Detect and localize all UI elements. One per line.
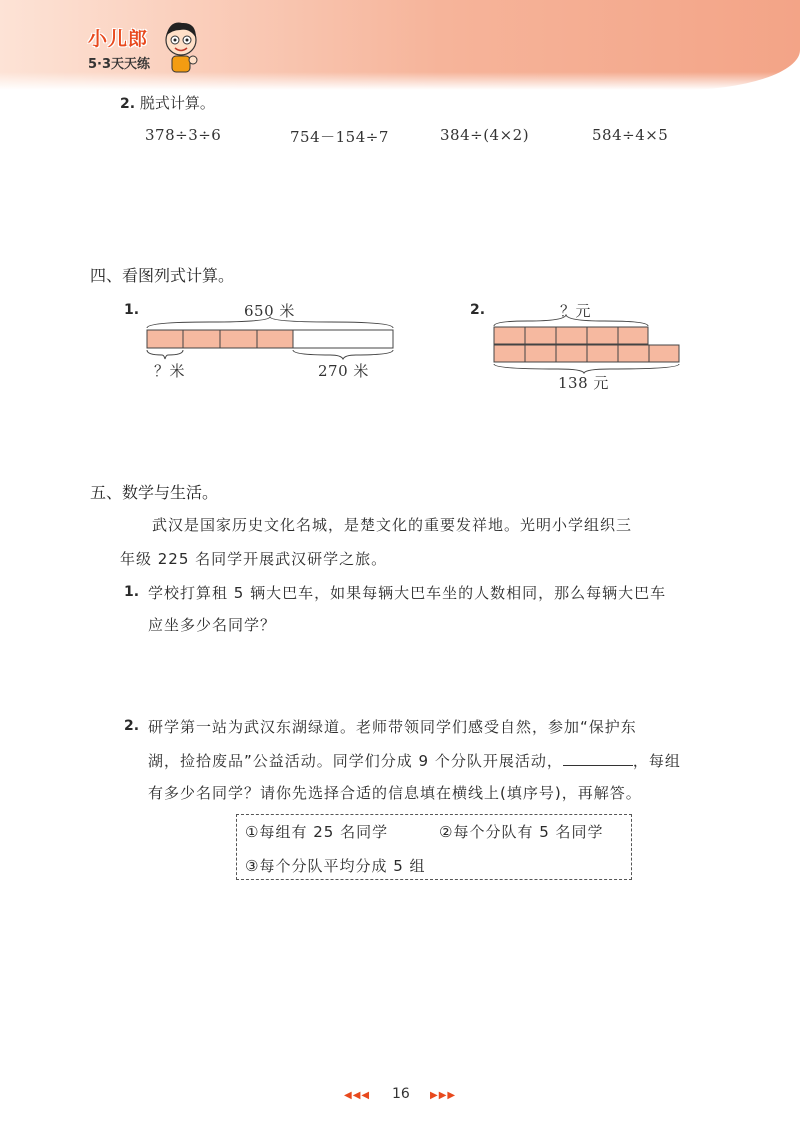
expression-1: 378÷3÷6 xyxy=(145,126,222,144)
p2-line-2-part-a: 湖，捡拾废品”公益活动。同学们分成 9 个分队开展活动， xyxy=(148,752,563,770)
p2-number: 2. xyxy=(124,718,140,734)
q2-number: 2. xyxy=(120,96,136,112)
page-number: 16 xyxy=(392,1086,410,1102)
p2-line-2-part-b: ，每组 xyxy=(632,752,681,770)
logo xyxy=(88,24,150,72)
diagram1-number: 1. xyxy=(124,302,140,318)
left-arrows-icon: ◀◀◀ xyxy=(344,1090,371,1101)
expression-3: 384÷(4×2) xyxy=(440,126,530,144)
intro-line-1: 武汉是国家历史文化名城，是楚文化的重要发祥地。光明小学组织三 xyxy=(152,516,633,534)
series-name: 5·3天天练 xyxy=(88,57,151,72)
option-3: ③每个分队平均分成 5 组 xyxy=(245,857,426,875)
brand-name: 小儿郎 xyxy=(88,28,149,50)
intro-line-2: 年级 225 名同学开展武汉研学之旅。 xyxy=(120,550,388,568)
diagram2-number: 2. xyxy=(470,302,486,318)
option-1: ①每组有 25 名同学 xyxy=(245,823,389,841)
section4-title: 四、看图列式计算。 xyxy=(90,266,235,285)
p1-line-2: 应坐多少名同学？ xyxy=(148,616,277,634)
p2-line-1: 研学第一站为武汉东湖绿道。老师带领同学们感受自然，参加“保护东 xyxy=(148,718,637,736)
diagram1-part-label: 270 米 xyxy=(318,362,369,380)
right-arrows-icon: ▶▶▶ xyxy=(430,1090,457,1101)
section5-title: 五、数学与生活。 xyxy=(90,483,219,502)
p1-number: 1. xyxy=(124,584,140,600)
page-footer xyxy=(0,1086,800,1110)
diagram1-unknown-label: ？米 xyxy=(154,362,186,380)
option-2: ②每个分队有 5 名同学 xyxy=(439,823,604,841)
q2-heading xyxy=(120,92,215,113)
expression-2: 754－154÷7 xyxy=(290,128,389,146)
diagram1-total-label: 650 米 xyxy=(244,302,295,320)
info-options-box xyxy=(236,814,632,880)
p2-line-2 xyxy=(148,750,681,771)
p1-line-1: 学校打算租 5 辆大巴车，如果每辆大巴车坐的人数相同，那么每辆大巴车 xyxy=(148,584,667,602)
diagram2-segment-bars xyxy=(488,314,688,374)
q2-title: 脱式计算。 xyxy=(139,94,215,112)
expression-4: 584÷4×5 xyxy=(592,126,669,144)
diagram2-unknown-label: ？元 xyxy=(560,302,592,320)
answer-blank[interactable] xyxy=(563,751,633,766)
p2-line-3: 有多少名同学？请你先选择合适的信息填在横线上(填序号)，再解答。 xyxy=(148,784,642,802)
mascot-icon xyxy=(160,18,202,74)
diagram2-total-label: 138 元 xyxy=(558,374,609,392)
